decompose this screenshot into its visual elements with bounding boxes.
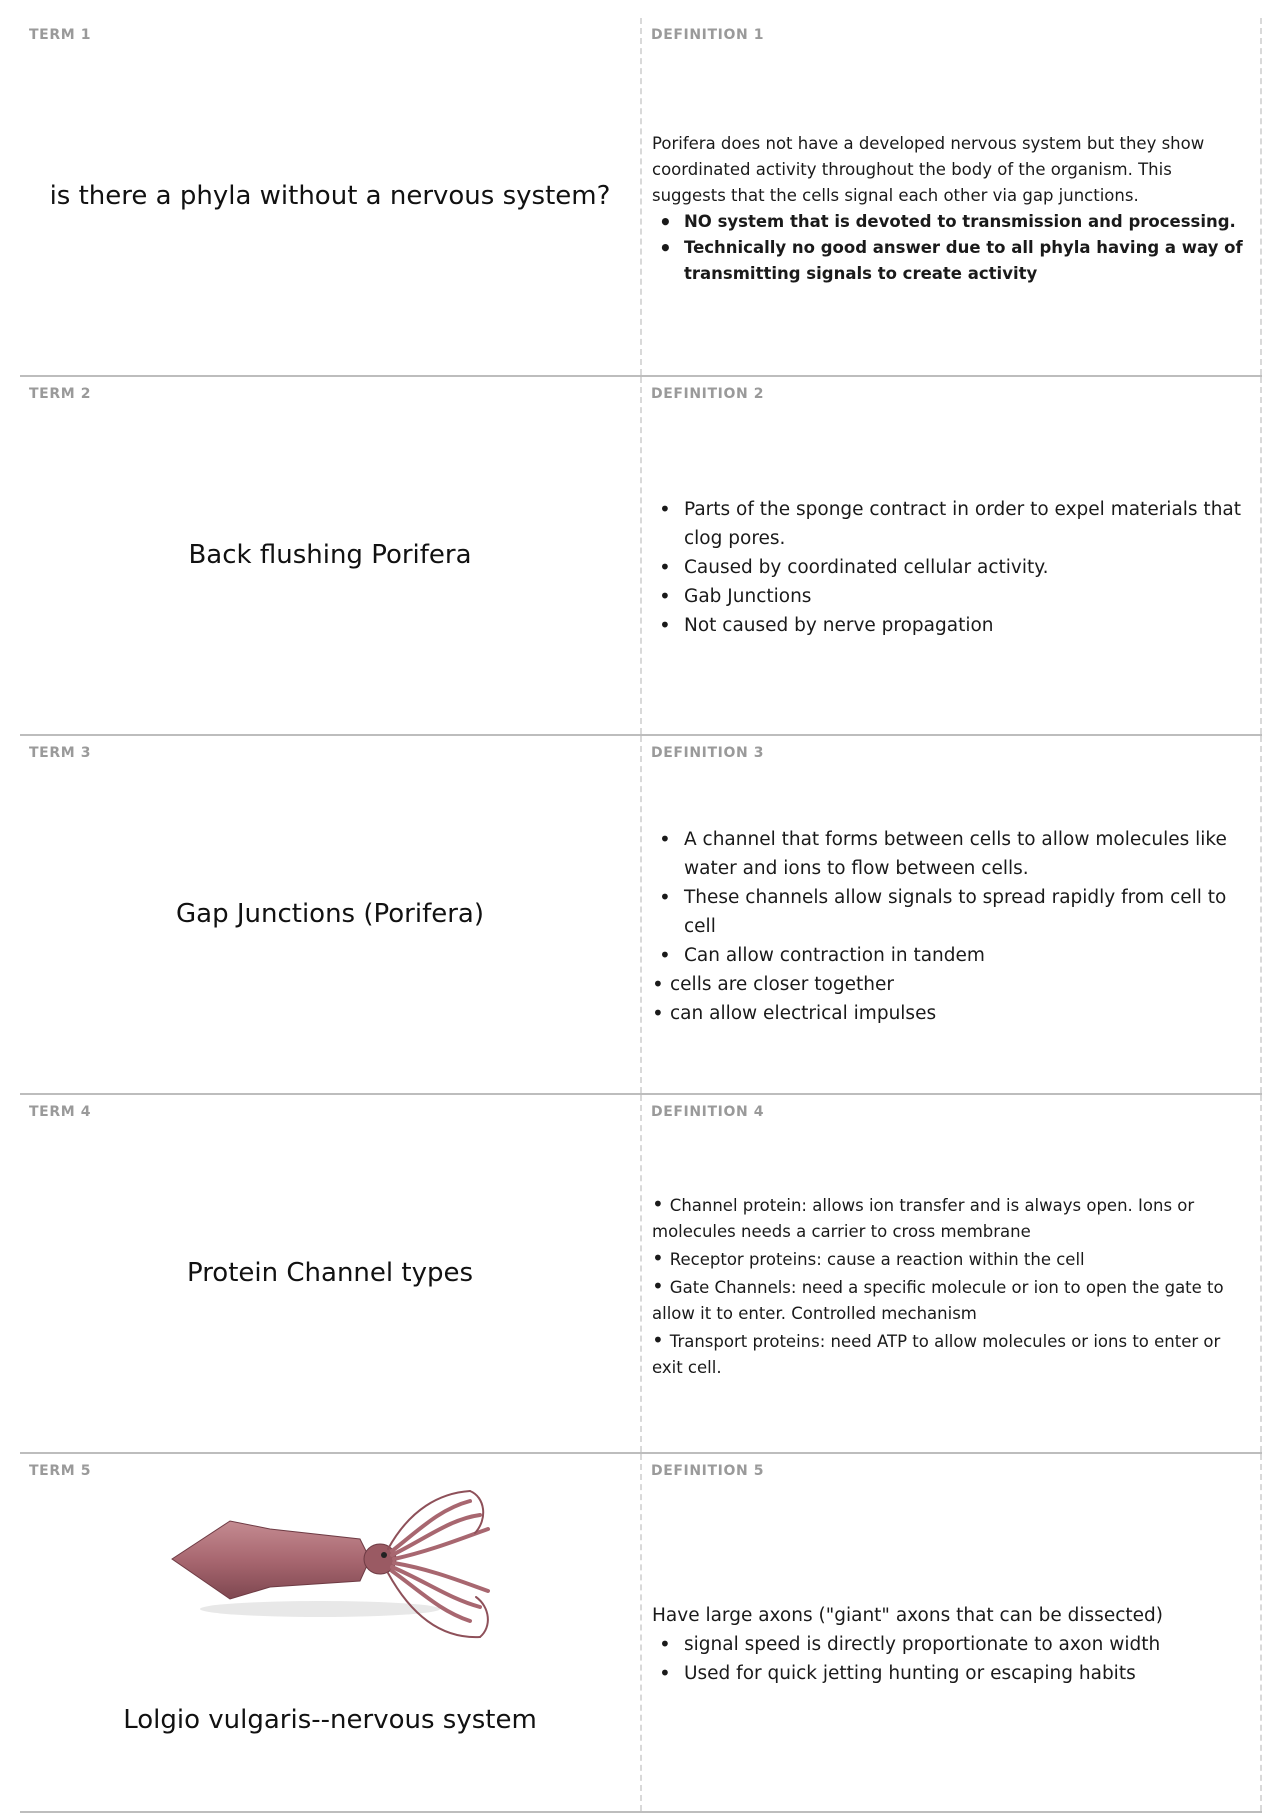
term-cell-3: [20, 736, 642, 1093]
term-label: TERM 2: [29, 386, 92, 402]
term-cell-1: [20, 18, 642, 375]
term-label: TERM 5: [29, 1463, 92, 1479]
definition-body: [652, 825, 1246, 1028]
definition-cell-4: [642, 1095, 1262, 1452]
definition-paragraph: Have large axons ("giant" axons that can be dissected): [652, 1605, 1163, 1626]
list-item: • Gab Junctions: [684, 582, 1246, 611]
squid-illustration: [170, 1489, 500, 1649]
definition-cell-1: [642, 18, 1262, 375]
term-cell-4: [20, 1095, 642, 1452]
card-row-2: [20, 377, 1262, 736]
list-item: • Used for quick jetting hunting or escaping habits: [684, 1659, 1246, 1688]
definition-bullet-list: [652, 495, 1246, 640]
list-item: • Gate Channels: need a specific molecule or ion to open the gate to allow it to enter. Controlled mechanism: [652, 1273, 1224, 1323]
term-cell-5: [20, 1454, 642, 1811]
definition-bullet-list: [652, 1630, 1246, 1688]
term-text: Protein Channel types: [186, 1257, 474, 1288]
definition-label: DEFINITION 5: [651, 1463, 765, 1479]
list-item: • Technically no good answer due to all phyla having a way of transmitting signals to create activity: [684, 235, 1246, 287]
term-text: Gap Junctions (Porifera): [175, 898, 484, 929]
card-row-3: [20, 736, 1262, 1095]
definition-body: [652, 495, 1246, 640]
card-row-1: [20, 18, 1262, 377]
list-item: • Not caused by nerve propagation: [684, 611, 1246, 640]
list-item: • A channel that forms between cells to allow molecules like water and ions to flow between cells.: [684, 825, 1246, 883]
definition-label: DEFINITION 2: [651, 386, 765, 402]
term-label: TERM 4: [29, 1104, 92, 1120]
list-item: • Parts of the sponge contract in order to expel materials that clog pores.: [684, 495, 1246, 553]
term-text: Lolgio vulgaris--nervous system: [123, 1705, 537, 1735]
definition-cell-2: [642, 377, 1262, 734]
list-item: • Caused by coordinated cellular activity.: [684, 553, 1246, 582]
list-item: • Channel protein: allows ion transfer and is always open. Ions or molecules needs a carrier to cross membrane: [652, 1191, 1195, 1241]
term-text: Back flushing Porifera: [188, 539, 472, 570]
list-item: • NO system that is devoted to transmission and processing.: [684, 209, 1246, 235]
definition-label: DEFINITION 3: [651, 745, 765, 761]
term-cell-2: [20, 377, 642, 734]
definition-label: DEFINITION 1: [651, 27, 765, 43]
card-row-5: [20, 1454, 1262, 1813]
list-item: • These channels allow signals to spread rapidly from cell to cell: [684, 883, 1246, 941]
definition-cell-5: [642, 1454, 1262, 1811]
definition-body: [652, 1191, 1246, 1381]
definition-bullet-list: [652, 825, 1246, 970]
term-label: TERM 1: [29, 27, 92, 43]
flashcard-sheet: [20, 18, 1262, 1813]
term-label: TERM 3: [29, 745, 92, 761]
definition-bullet-list: [652, 209, 1246, 287]
list-item: • Transport proteins: need ATP to allow molecules or ions to enter or exit cell.: [652, 1327, 1221, 1377]
definition-paragraph: Porifera does not have a developed nervous system but they show coordinated activity throughout the body of the organism. This suggests that the cells signal each other via gap junctions.: [652, 133, 1205, 205]
list-item: • Can allow contraction in tandem: [684, 941, 1246, 970]
list-item: • signal speed is directly proportionate to axon width: [684, 1630, 1246, 1659]
list-item: • cells are closer together: [652, 970, 1246, 999]
list-item: • can allow electrical impulses: [652, 999, 1246, 1028]
definition-label: DEFINITION 4: [651, 1104, 765, 1120]
definition-body: [652, 1601, 1246, 1688]
card-row-4: [20, 1095, 1262, 1454]
term-text: is there a phyla without a nervous system?: [49, 180, 611, 211]
definition-cell-3: [642, 736, 1262, 1093]
definition-body: [652, 131, 1246, 287]
list-item: • Receptor proteins: cause a reaction within the cell: [652, 1245, 1085, 1270]
